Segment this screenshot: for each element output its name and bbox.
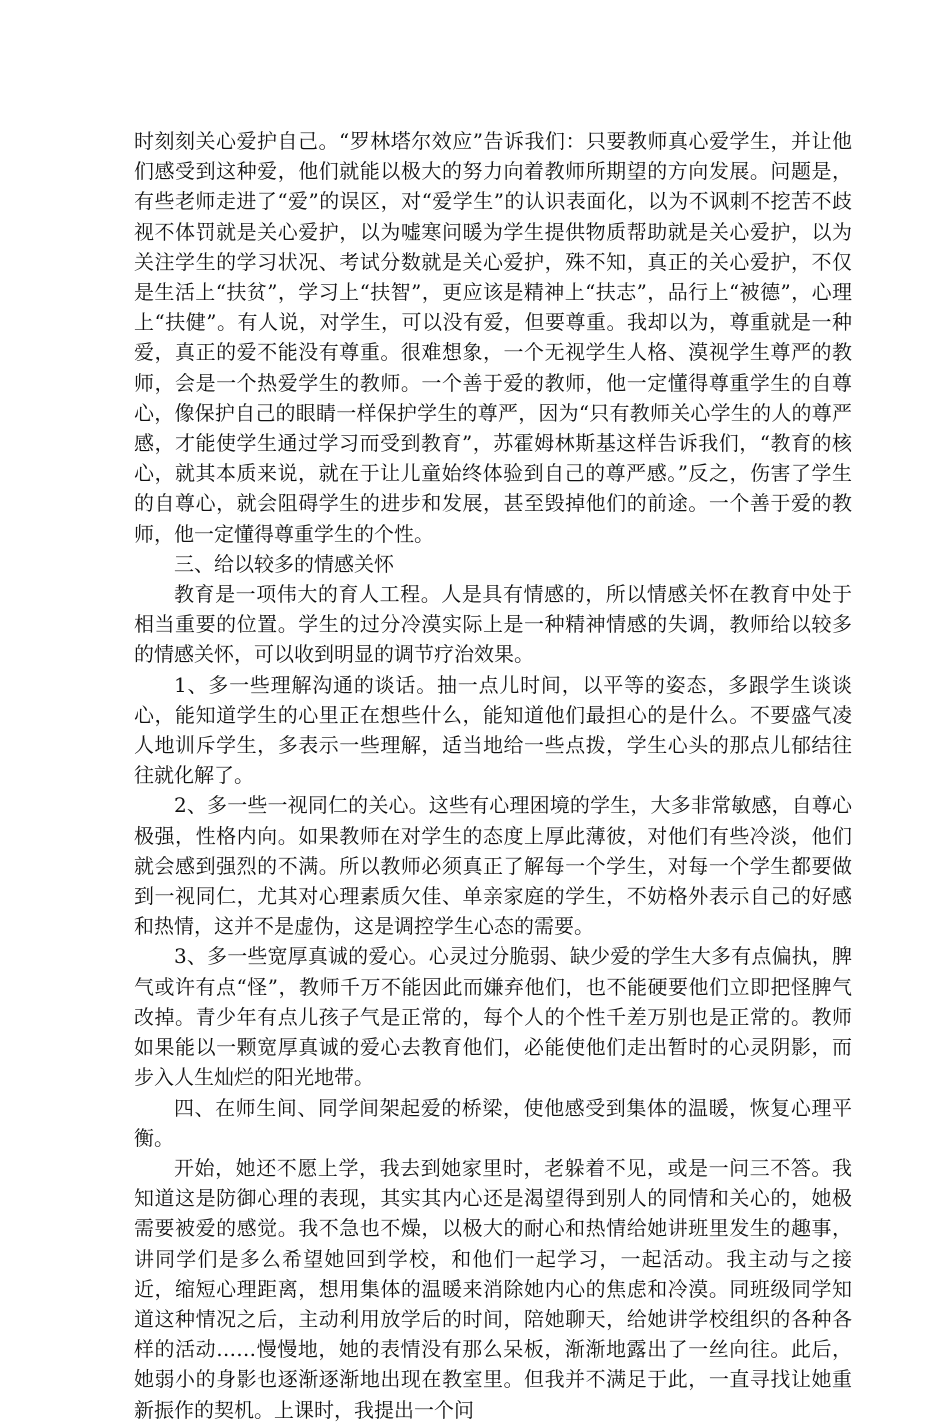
body-paragraph: 时刻刻关心爱护自己。“罗林塔尔效应”告诉我们：只要教师真心爱学生，并让他们感受到这种爱，他们就能以极大的努力向着教师所期望的方向发展。问题是，有些老师走进了“爱”的误区，对“爱学生”的认识表面化，以为不讽刺不挖苦不歧视不体罚就是关心爱护，以为嘘寒问暖为学生提供物质帮助就是关心爱护，以为关注学生的学习状况、考试分数就是关心爱护，殊不知，真正的关心爱护，不仅是生活上“扶贫”，学习上“扶智”，更应该是精神上“扶志”，品行上“被德”，心理上“扶健”。有人说，对学生，可以没有爱，但要尊重。我却以为，尊重就是一种爱，真正的爱不能没有尊重。很难想象，一个无视学生人格、漠视学生尊严的教师，会是一个热爱学生的教师。一个善于爱的教师，他一定懂得尊重学生的自尊心，像保护自己的眼睛一样保护学生的尊严，因为“只有教师关心学生的人的尊严感，才能使学生通过学习而受到教育”，苏霍姆林斯基这样告诉我们，“教育的核心，就其本质来说，就在于让儿童始终体验到自己的尊严感。”反之，伤害了学生的自尊心，就会阻碍学生的进步和发展，甚至毁掉他们的前途。一个善于爱的教师，他一定懂得尊重学生的个性。 — [134, 129, 852, 546]
document-page — [134, 126, 852, 1425]
body-paragraph: 开始，她还不愿上学，我去到她家里时，老躲着不见，或是一问三不答。我知道这是防御心理的表现，其实其内心还是渴望得到别人的同情和关心的，她极需要被爱的感觉。我不急也不燥，以极大的耐心和热情给她讲班里发生的趣事，讲同学们是多么希望她回到学校，和他们一起学习，一起活动。我主动与之接近，缩短心理距离，想用集体的温暖来消除她内心的焦虑和冷漠。同班级同学知道这种情况之后，主动利用放学后的时间，陪她聊天，给她讲学校组织的各种各样的活动……慢慢地，她的表情没有那么呆板，渐渐地露出了一丝向往。此后，她弱小的身影也逐渐逐渐地出现在教室里。但我并不满足于此，一直寻找让她重新振作的契机。上课时，我提出一个问 — [134, 1155, 852, 1422]
list-item-2: 2、多一些一视同仁的关心。这些有心理困境的学生，大多非常敏感，自尊心极强，性格内向。如果教师在对学生的态度上厚此薄彼，对他们有些冷淡，他们就会感到强烈的不满。所以教师必须真正了解每一个学生，对每一个学生都要做到一视同仁，尤其对心理素质欠佳、单亲家庭的学生，不妨格外表示自己的好感和热情，这并不是虚伪，这是调控学生心态的需要。 — [134, 793, 852, 939]
section-heading-4: 四、在师生间、同学间架起爱的桥梁，使他感受到集体的温暖，恢复心理平衡。 — [134, 1095, 852, 1150]
list-item-3: 3、多一些宽厚真诚的爱心。心灵过分脆弱、缺少爱的学生大多有点偏执，脾气或许有点“怪”，教师千万不能因此而嫌弃他们，也不能硬要他们立即把怪脾气改掉。青少年有点儿孩子气是正常的，每个人的个性千差万别也是正常的。教师如果能以一颗宽厚真诚的爱心去教育他们，必能使他们走出暂时的心灵阴影，而步入人生灿烂的阳光地带。 — [134, 944, 852, 1090]
body-paragraph: 教育是一项伟大的育人工程。人是具有情感的，所以情感关怀在教育中处于相当重要的位置。学生的过分冷漠实际上是一种精神情感的失调，教师给以较多的情感关怀，可以收到明显的调节疗治效果。 — [134, 582, 852, 667]
list-item-1: 1、多一些理解沟通的谈话。抽一点儿时间，以平等的姿态，多跟学生谈谈心，能知道学生的心里正在想些什么，能知道他们最担心的是什么。不要盛气凌人地训斥学生，多表示一些理解，适当地给一些点拨，学生心头的那点儿郁结往往就化解了。 — [134, 672, 852, 788]
section-heading-3: 三、给以较多的情感关怀 — [174, 551, 394, 576]
